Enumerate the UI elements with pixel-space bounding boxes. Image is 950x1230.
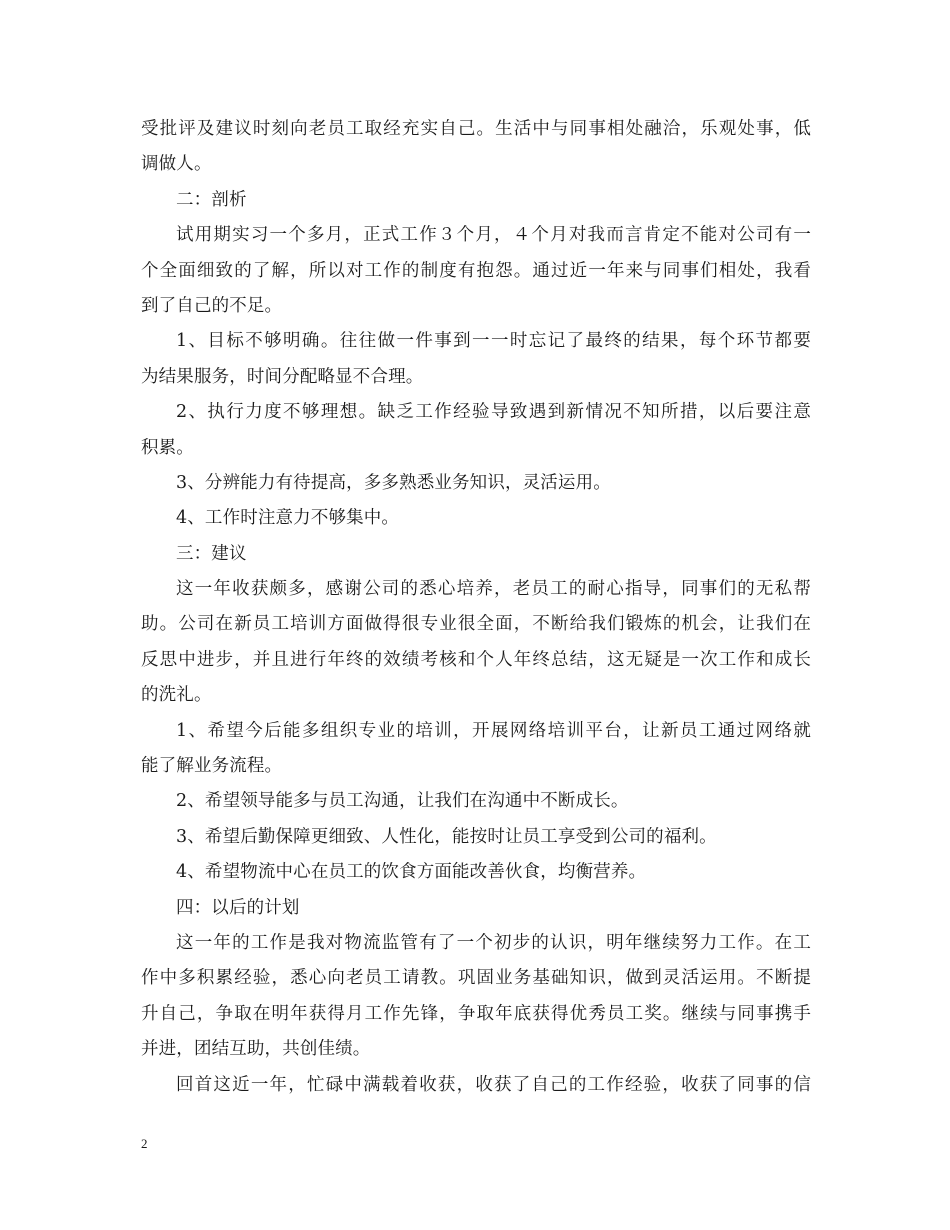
page-number: 2 (141, 1136, 148, 1151)
text-line: 4、工作时注意力不够集中。 (176, 508, 400, 529)
text-line: 3、希望后勤保障更细致、人性化，能按时让员工享受到公司的福利。 (176, 826, 717, 847)
text-line: 回首这近一年，忙碌中满载着收获，收获了自己的工作经验，收获了同事的信 (176, 1074, 811, 1095)
text-line: 二：剖析 (176, 189, 247, 210)
text-line: 助。公司在新员工培训方面做得很专业很全面，不断给我们锻炼的机会，让我们在 (141, 614, 811, 635)
text-line: 1、目标不够明确。往往做一件事到一一时忘记了最终的结果，每个环节都要 (176, 331, 811, 352)
text-line: 作中多积累经验，悉心向老员工请教。巩固业务基础知识，做到灵活运用。不断提 (141, 968, 811, 989)
text-line: 四：以后的计划 (176, 897, 300, 918)
text-line: 积累。 (141, 437, 194, 458)
text-line: 受批评及建议时刻向老员工取经充实自己。生活中与同事相处融洽，乐观处事，低 (141, 119, 811, 139)
text-line: 到了自己的不足。 (141, 295, 283, 316)
text-line: 4、希望物流中心在员工的饮食方面能改善伙食，均衡营养。 (176, 862, 647, 883)
text-line: 升自己，争取在明年获得月工作先锋，争取年底获得优秀员工奖。继续与同事携手 (141, 1003, 811, 1024)
text-line: 1、希望今后能多组织专业的培训，开展网络培训平台，让新员工通过网络就 (176, 720, 811, 741)
text-line: 能了解业务流程。 (141, 756, 283, 777)
text-line: 3、分辨能力有待提高，多多熟悉业务知识，灵活运用。 (176, 472, 611, 493)
document-body (141, 112, 811, 1103)
text-line: 反思中进步，并且进行年终的效绩考核和个人年终总结，这无疑是一次工作和成长 (141, 649, 811, 670)
text-line: 调做人。 (141, 154, 212, 175)
text-line: 这一年收获颇多，感谢公司的悉心培养，老员工的耐心指导，同事们的无私帮 (176, 579, 811, 600)
text-line: 试用期实习一个多月，正式工作３个月，４个月对我而言肯定不能对公司有一 (176, 225, 811, 246)
text-line: 2、执行力度不够理想。缺乏工作经验导致遇到新情况不知所措，以后要注意 (176, 402, 811, 423)
text-line: 个全面细致的了解，所以对工作的制度有抱怨。通过近一年来与同事们相处，我看 (141, 260, 811, 281)
text-line: 这一年的工作是我对物流监管有了一个初步的认识，明年继续努力工作。在工 (176, 932, 811, 953)
text-line: 的洗礼。 (141, 685, 212, 706)
text-line: 三：建议 (176, 543, 247, 564)
text-line: 2、希望领导能多与员工沟通，让我们在沟通中不断成长。 (176, 791, 629, 812)
text-line: 并进，团结互助，共创佳绩。 (141, 1039, 371, 1060)
text-line: 为结果服务，时间分配略显不合理。 (141, 366, 424, 387)
